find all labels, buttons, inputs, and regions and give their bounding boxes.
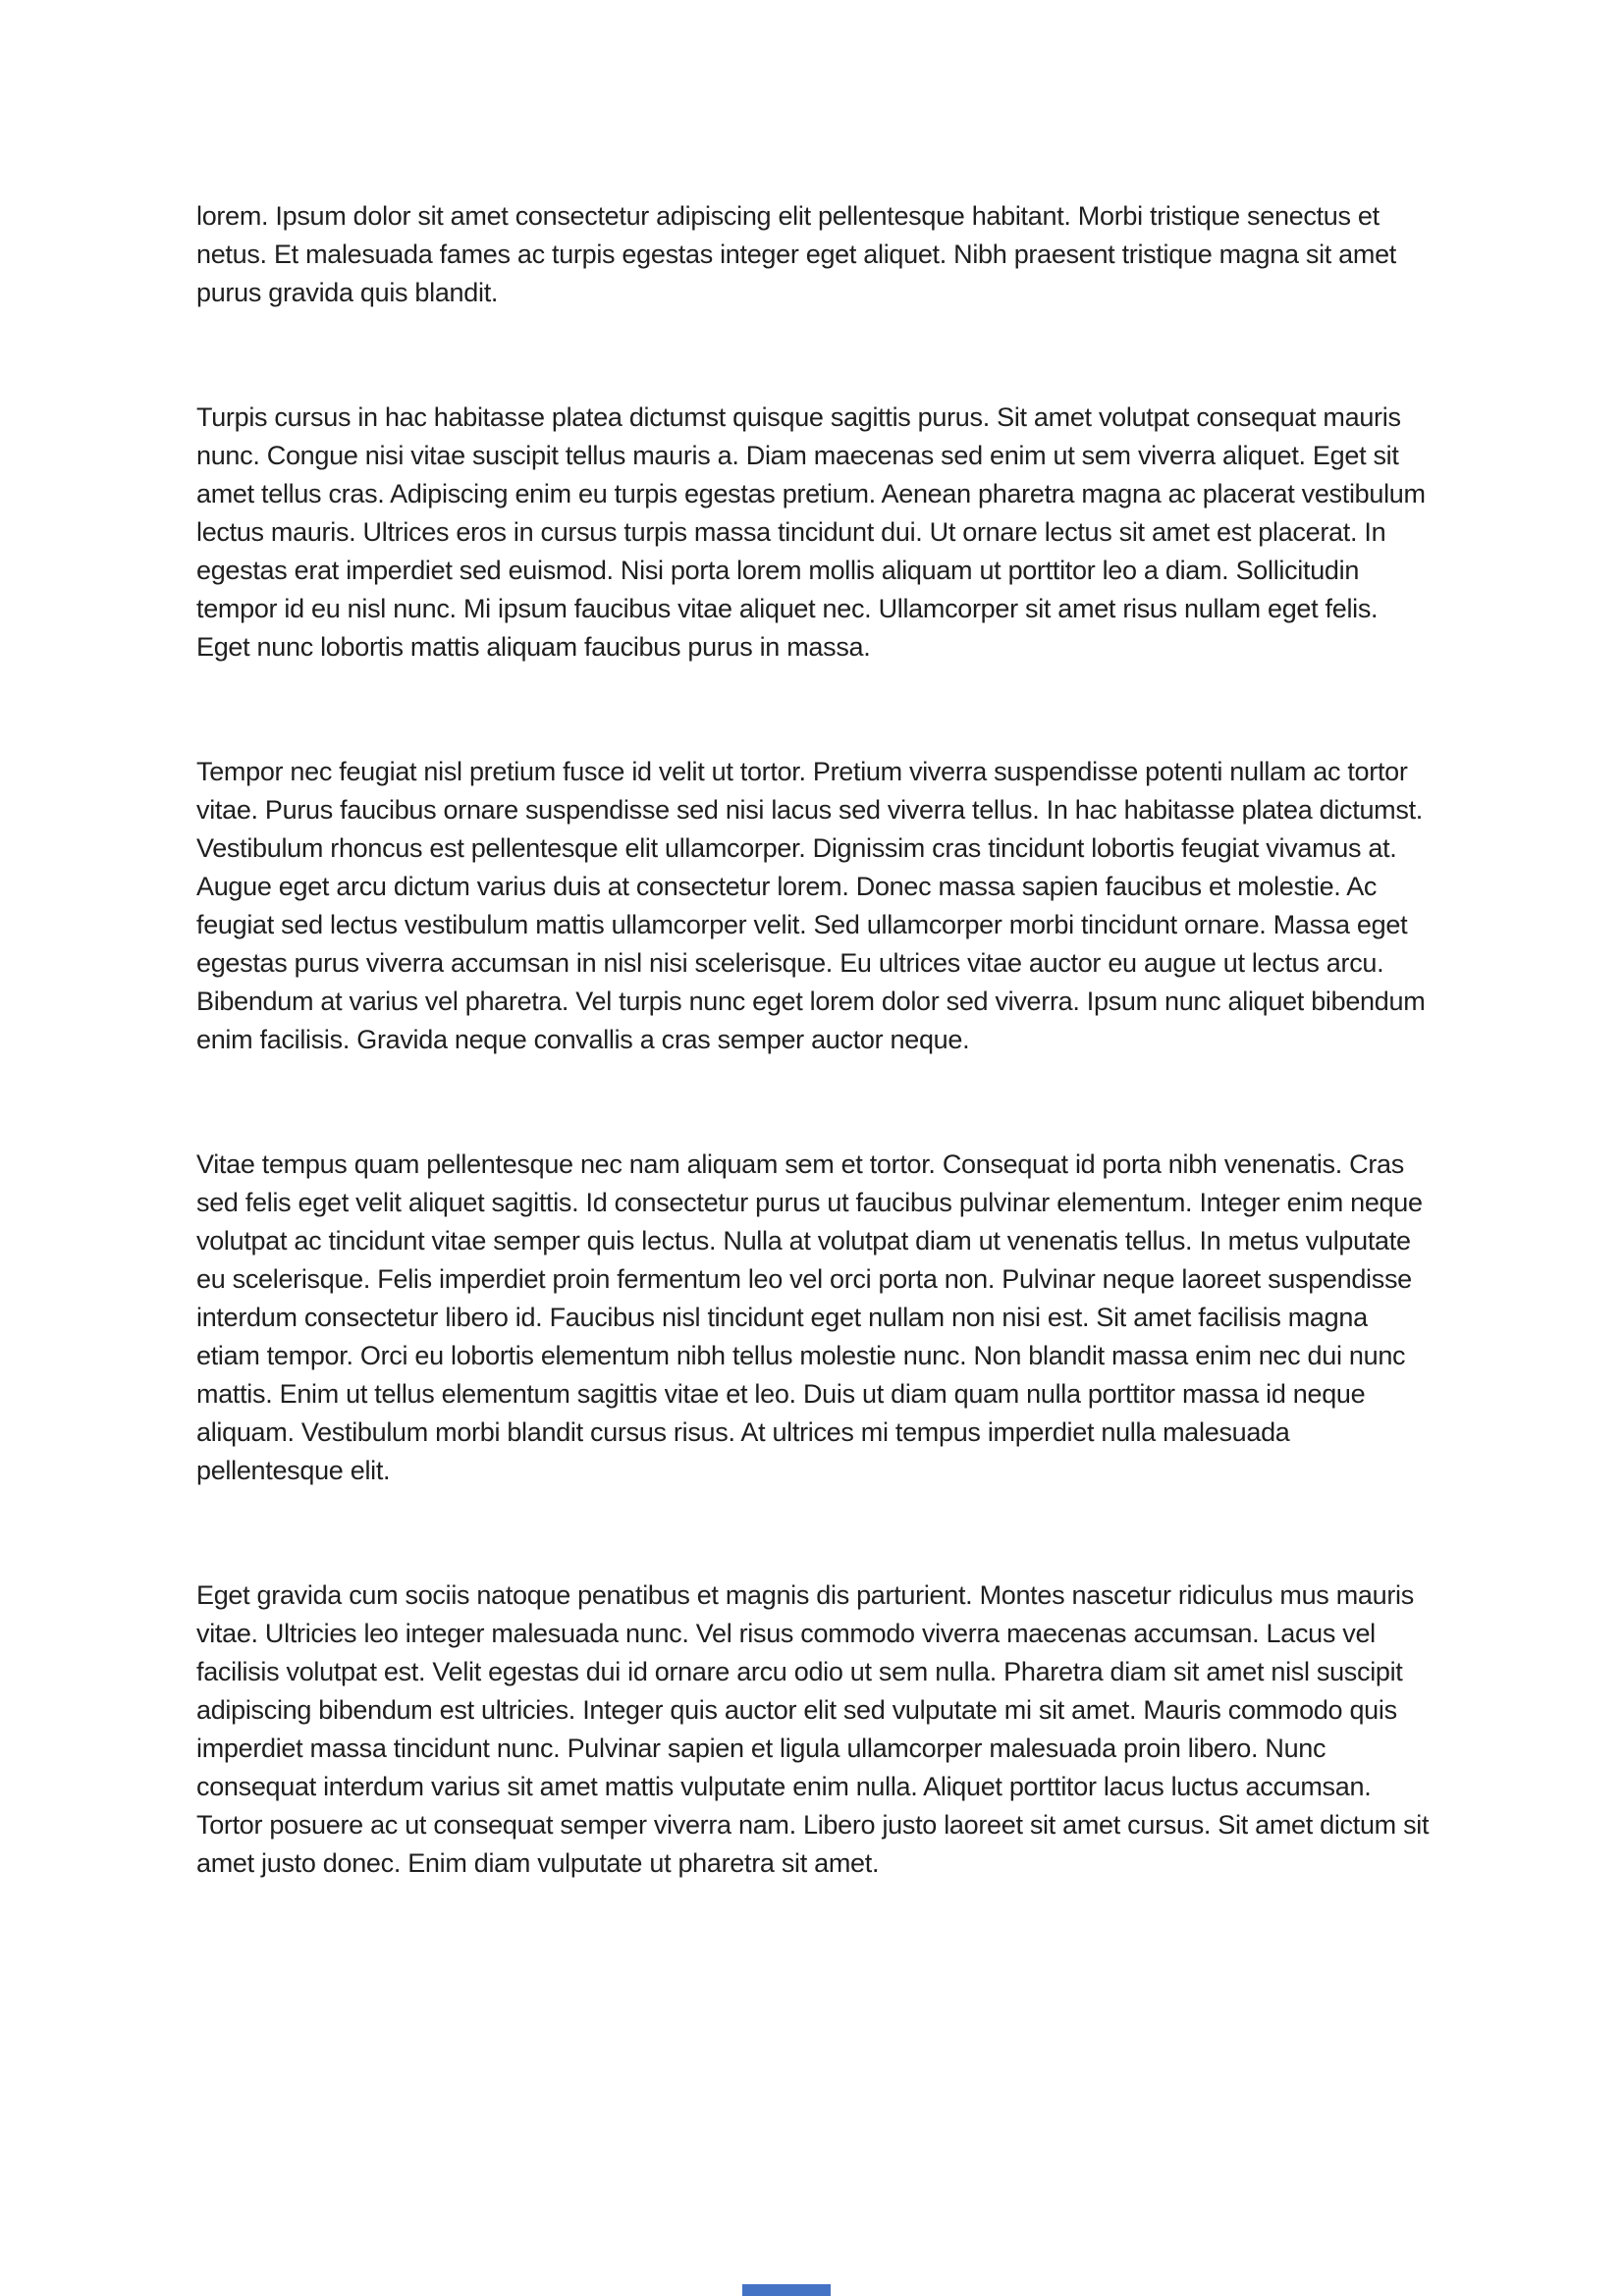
- clipped-bottom-blue-element: [742, 2284, 831, 2296]
- paragraph-3: Tempor nec feugiat nisl pretium fusce id velit ut tortor. Pretium viverra suspendisse potenti nullam ac tortor vitae. Purus faucibus ornare suspendisse sed nisi lacus sed viverra tellus. In hac habitasse platea dictumst. Vestibulum rhoncus est pellentesque elit ullamcorper. Dignissim cras tincidunt lobortis feugiat vivamus at. Augue eget arcu dictum varius duis at consectetur lorem. Donec massa sapien faucibus et molestie. Ac feugiat sed lectus vestibulum mattis ullamcorper velit. Sed ullamcorper morbi tincidunt ornare. Massa eget egestas purus viverra accumsan in nisl nisi scelerisque. Eu ultrices vitae auctor eu augue ut lectus arcu. Bibendum at varius vel pharetra. Vel turpis nunc eget lorem dolor sed viverra. Ipsum nunc aliquet bibendum enim facilisis. Gravida neque convallis a cras semper auctor neque.: [196, 757, 1426, 1054]
- paragraph-4: Vitae tempus quam pellentesque nec nam aliquam sem et tortor. Consequat id porta nibh venenatis. Cras sed felis eget velit aliquet sagittis. Id consectetur purus ut faucibus pulvinar elementum. Integer enim neque volutpat ac tincidunt vitae semper quis lectus. Nulla at volutpat diam ut venenatis tellus. In metus vulputate eu scelerisque. Felis imperdiet proin fermentum leo vel orci porta non. Pulvinar neque laoreet suspendisse interdum consectetur libero id. Faucibus nisl tincidunt eget nullam non nisi est. Sit amet facilisis magna etiam tempor. Orci eu lobortis elementum nibh tellus molestie nunc. Non blandit massa enim nec dui nunc mattis. Enim ut tellus elementum sagittis vitae et leo. Duis ut diam quam nulla porttitor massa id neque aliquam. Vestibulum morbi blandit cursus risus. At ultrices mi tempus imperdiet nulla malesuada pellentesque elit.: [196, 1149, 1423, 1485]
- document-text-block: [196, 197, 1432, 1883]
- paragraph-5: Eget gravida cum sociis natoque penatibus et magnis dis parturient. Montes nascetur ridiculus mus mauris vitae. Ultricies leo integer malesuada nunc. Vel risus commodo viverra maecenas accumsan. Lacus vel facilisis volutpat est. Velit egestas dui id ornare arcu odio ut sem nulla. Pharetra diam sit amet nisl suscipit adipiscing bibendum est ultricies. Integer quis auctor elit sed vulputate mi sit amet. Mauris commodo quis imperdiet massa tincidunt nunc. Pulvinar sapien et ligula ullamcorper malesuada proin libero. Nunc consequat interdum varius sit amet mattis vulputate enim nulla. Aliquet porttitor lacus luctus accumsan. Tortor posuere ac ut consequat semper viverra nam. Libero justo laoreet sit amet cursus. Sit amet dictum sit amet justo donec. Enim diam vulputate ut pharetra sit amet.: [196, 1580, 1430, 1878]
- paragraph-1: lorem. Ipsum dolor sit amet consectetur adipiscing elit pellentesque habitant. Morbi tristique senectus et netus. Et malesuada fames ac turpis egestas integer eget aliquet. Nibh praesent tristique magna sit amet purus gravida quis blandit.: [196, 201, 1396, 307]
- paragraph-2: Turpis cursus in hac habitasse platea dictumst quisque sagittis purus. Sit amet volutpat consequat mauris nunc. Congue nisi vitae suscipit tellus mauris a. Diam maecenas sed enim ut sem viverra aliquet. Eget sit amet tellus cras. Adipiscing enim eu turpis egestas pretium. Aenean pharetra magna ac placerat vestibulum lectus mauris. Ultrices eros in cursus turpis massa tincidunt dui. Ut ornare lectus sit amet est placerat. In egestas erat imperdiet sed euismod. Nisi porta lorem mollis aliquam ut porttitor leo a diam. Sollicitudin tempor id eu nisl nunc. Mi ipsum faucibus vitae aliquet nec. Ullamcorper sit amet risus nullam eget felis. Eget nunc lobortis mattis aliquam faucibus purus in massa.: [196, 402, 1426, 662]
